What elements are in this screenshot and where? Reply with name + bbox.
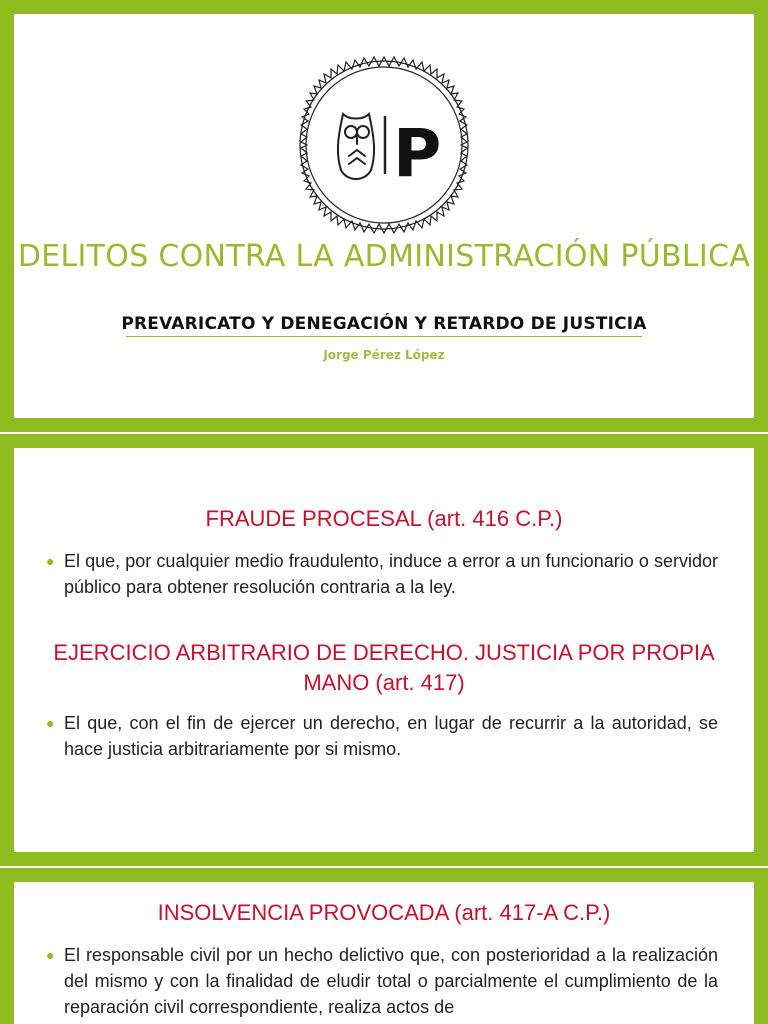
bullet-text: El que, por cualquier medio fraudulento, induce a error a un funcionario o servidor público para obtener resolución contraria a la ley. bbox=[64, 551, 718, 597]
subtitle-divider bbox=[126, 336, 642, 337]
bullet-text: El que, con el fin de ejercer un derecho, en lugar de recurrir a la autoridad, se hace justicia arbitrariamente por si mismo. bbox=[64, 713, 718, 759]
slide-2[interactable] bbox=[0, 434, 768, 866]
slide-3-content bbox=[14, 882, 754, 1024]
heading-fraude-procesal: FRAUDE PROCESAL (art. 416 C.P.) bbox=[205, 506, 563, 531]
slide-2-content bbox=[14, 448, 754, 852]
author-name: Jorge Pérez López bbox=[323, 348, 445, 362]
bullet-ejercicio-arbitrario bbox=[46, 710, 718, 762]
bullet-dot-icon: ● bbox=[46, 947, 55, 963]
heading-ejercicio-arbitrario: EJERCICIO ARBITRARIO DE DERECHO. JUSTICIA POR PROPIA MANO (art. 417) bbox=[53, 640, 715, 695]
svg-text:P: P bbox=[393, 115, 442, 192]
slide-3[interactable] bbox=[0, 868, 768, 1024]
presentation-title: DELITOS CONTRA LA ADMINISTRACIÓN PÚBLICA bbox=[17, 239, 751, 274]
heading-insolvencia-provocada: INSOLVENCIA PROVOCADA (art. 417-A C.P.) bbox=[157, 900, 611, 925]
presentation-subtitle: PREVARICATO Y DENEGACIÓN Y RETARDO DE JUSTICIA bbox=[121, 314, 647, 334]
slide-1[interactable] bbox=[0, 0, 768, 432]
owl-P-badge-icon bbox=[291, 52, 477, 238]
bullet-text: El responsable civil por un hecho delictivo que, con posterioridad a la realización del mismo y con la finalidad de eludir total o parcialmente el cumplimiento de la reparación civil correspondiente, realiza actos de bbox=[64, 945, 718, 1017]
bullet-dot-icon: ● bbox=[46, 553, 55, 569]
bullet-dot-icon: ● bbox=[46, 715, 55, 731]
slide-1-content bbox=[14, 14, 754, 418]
bullet-fraude-procesal bbox=[46, 548, 718, 600]
bullet-insolvencia-provocada bbox=[46, 942, 718, 1020]
